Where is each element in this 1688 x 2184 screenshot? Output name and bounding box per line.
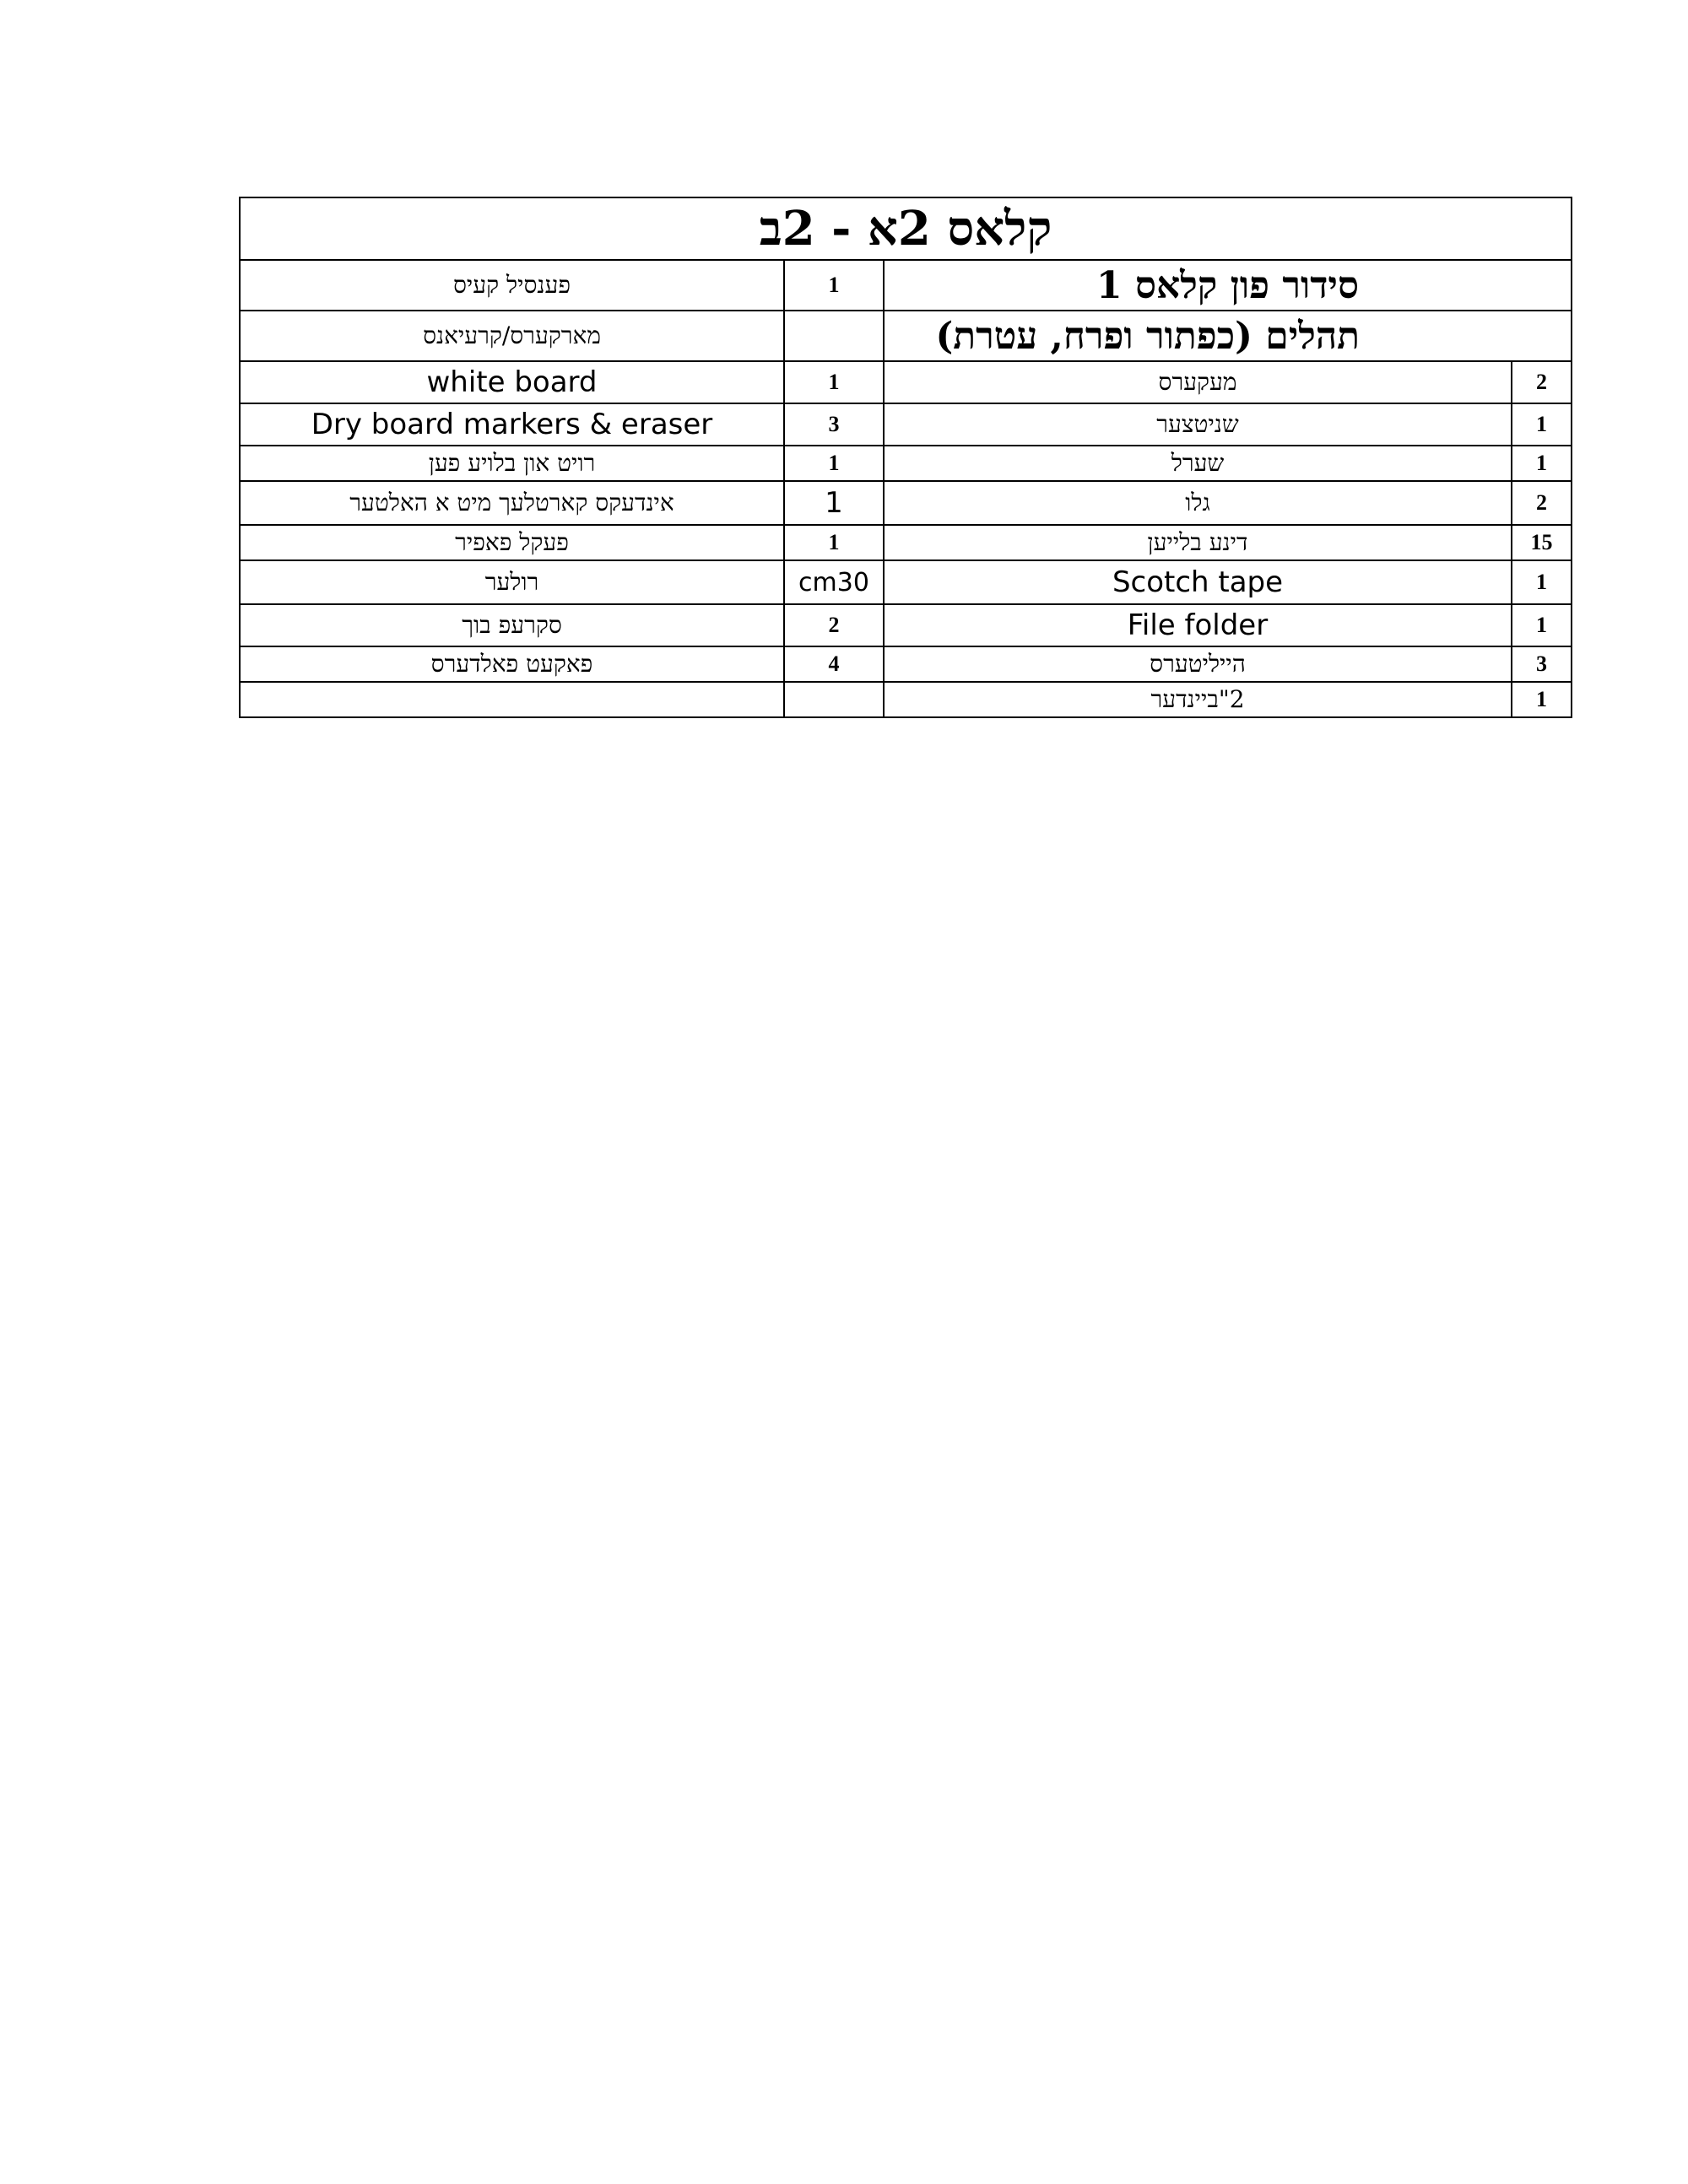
right-item: Scotch tape — [884, 560, 1512, 604]
right-item: הייליטערס — [884, 646, 1512, 682]
left-qty: 1 — [784, 361, 884, 403]
right-item: שניטצער — [884, 403, 1512, 446]
left-qty: 1 — [784, 525, 884, 560]
table-row — [240, 260, 1572, 311]
table-row — [240, 560, 1572, 604]
right-qty: 1 — [1512, 446, 1572, 481]
right-item: מעקערס — [884, 361, 1512, 403]
table-row — [240, 361, 1572, 403]
left-qty: 1 — [784, 446, 884, 481]
left-item: אינדעקס קארטלעך מיט א האלטער — [240, 481, 784, 525]
table-row — [240, 646, 1572, 682]
right-item: File folder — [884, 604, 1512, 646]
left-item: white board — [240, 361, 784, 403]
right-item: 2"ביינדער — [884, 682, 1512, 717]
left-qty: 3 — [784, 403, 884, 446]
left-item: רולער — [240, 560, 784, 604]
left-item — [240, 682, 784, 717]
right-item: סידור פון קלאס 1 — [884, 260, 1572, 311]
right-qty: 2 — [1512, 481, 1572, 525]
right-item: גלו — [884, 481, 1512, 525]
left-item: סקרעפ בוך — [240, 604, 784, 646]
left-item: פענסיל קעיס — [240, 260, 784, 311]
left-qty: 1 — [784, 481, 884, 525]
table-row — [240, 525, 1572, 560]
supply-list-table — [239, 197, 1572, 718]
left-item: פאקעט פאלדערס — [240, 646, 784, 682]
page-title: קלאס 2א - 2ב — [240, 197, 1572, 260]
left-qty: 4 — [784, 646, 884, 682]
right-qty: 1 — [1512, 682, 1572, 717]
table-row — [240, 311, 1572, 361]
left-qty: 2 — [784, 604, 884, 646]
left-qty — [784, 682, 884, 717]
right-qty: 1 — [1512, 403, 1572, 446]
left-qty — [784, 311, 884, 361]
table-row — [240, 682, 1572, 717]
left-qty: cm30 — [784, 560, 884, 604]
left-item: פעקל פאפיר — [240, 525, 784, 560]
left-qty: 1 — [784, 260, 884, 311]
right-item: תהלים (כפתור ופרח, עטרת) — [884, 311, 1572, 361]
left-item: Dry board markers & eraser — [240, 403, 784, 446]
table-row — [240, 446, 1572, 481]
right-qty: 1 — [1512, 560, 1572, 604]
right-qty: 1 — [1512, 604, 1572, 646]
right-qty: 15 — [1512, 525, 1572, 560]
right-qty: 2 — [1512, 361, 1572, 403]
left-item: רויט און בלויע פען — [240, 446, 784, 481]
title-row — [240, 197, 1572, 260]
right-qty: 3 — [1512, 646, 1572, 682]
table-row — [240, 481, 1572, 525]
right-item: דינע בלייען — [884, 525, 1512, 560]
left-item: מארקערס/קרעיאנס — [240, 311, 784, 361]
right-item: שערל — [884, 446, 1512, 481]
table-row — [240, 604, 1572, 646]
table-row — [240, 403, 1572, 446]
